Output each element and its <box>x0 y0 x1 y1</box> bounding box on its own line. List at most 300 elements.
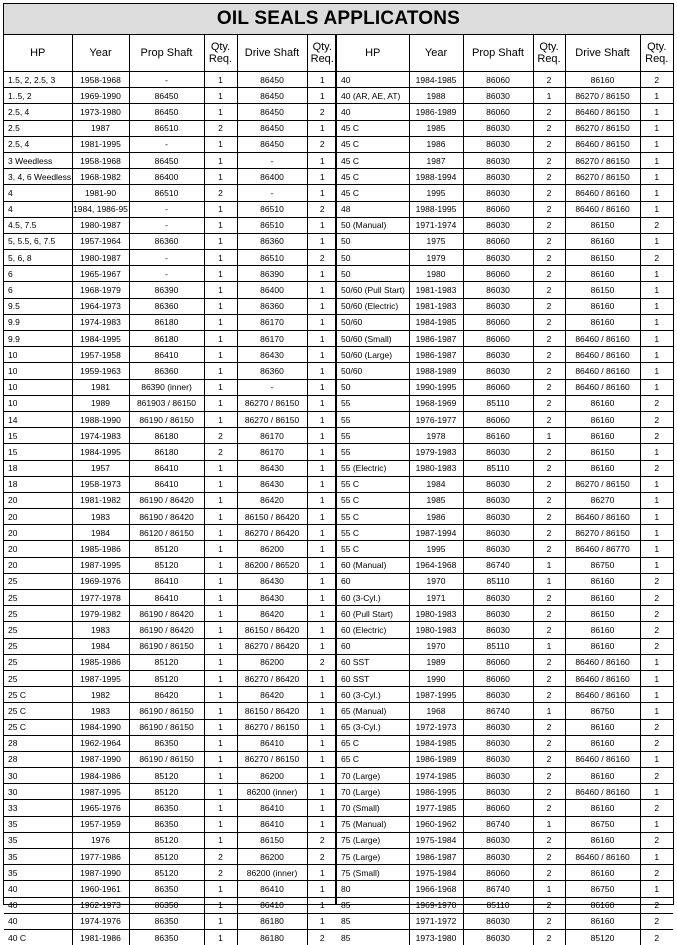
page-title: OIL SEALS APPLICATONS <box>4 4 673 35</box>
cell-qty-req: 2 <box>640 913 673 929</box>
cell-prop-shaft: 86410 <box>129 347 204 363</box>
cell-qty-req: 1 <box>204 703 237 719</box>
cell-qty-req: 1 <box>640 363 673 379</box>
table-row <box>4 832 337 848</box>
cell-drive-shaft: 86160 <box>565 395 640 411</box>
cell-hp: 9.9 <box>4 331 72 347</box>
table-row <box>4 557 337 573</box>
cell-hp: 50 <box>337 250 409 266</box>
cell-qty-req: 1 <box>307 735 337 751</box>
header-hp: HP <box>337 35 409 72</box>
cell-drive-shaft: 86410 <box>237 816 307 832</box>
table-row <box>4 217 337 233</box>
cell-year: 1981-1986 <box>72 929 129 945</box>
cell-qty-req: 2 <box>533 768 565 784</box>
cell-prop-shaft: 86060 <box>463 331 533 347</box>
cell-drive-shaft: 86270 / 86150 <box>237 751 307 767</box>
cell-qty-req: 1 <box>307 541 337 557</box>
cell-qty-req: 2 <box>533 217 565 233</box>
cell-hp: 40 <box>4 881 72 897</box>
cell-qty-req: 1 <box>204 476 237 492</box>
cell-qty-req: 1 <box>204 492 237 508</box>
cell-qty-req: 2 <box>533 298 565 314</box>
cell-qty-req: 2 <box>533 411 565 427</box>
cell-prop-shaft: 86190 / 86150 <box>129 638 204 654</box>
cell-drive-shaft: 86180 <box>237 929 307 945</box>
cell-qty-req: 1 <box>204 557 237 573</box>
cell-year: 1980-1983 <box>409 606 463 622</box>
cell-drive-shaft: 86430 <box>237 347 307 363</box>
header-hp: HP <box>4 35 72 72</box>
cell-prop-shaft: 85120 <box>129 768 204 784</box>
cell-hp: 55 C <box>337 492 409 508</box>
table-row <box>337 136 673 152</box>
cell-prop-shaft: 86740 <box>463 557 533 573</box>
cell-prop-shaft: 861903 / 86150 <box>129 395 204 411</box>
cell-prop-shaft: 85120 <box>129 865 204 881</box>
cell-qty-req: 1 <box>204 784 237 800</box>
table-row <box>337 428 673 444</box>
cell-year: 1983 <box>72 703 129 719</box>
cell-year: 1968 <box>409 703 463 719</box>
cell-drive-shaft: 85120 <box>565 929 640 945</box>
cell-qty-req: 2 <box>533 849 565 865</box>
cell-hp: 25 C <box>4 719 72 735</box>
cell-hp: 15 <box>4 428 72 444</box>
table-row <box>337 282 673 298</box>
cell-year: 1968-1979 <box>72 282 129 298</box>
cell-hp: 10 <box>4 363 72 379</box>
header-qty-req: Qty. Req. <box>307 35 337 72</box>
cell-qty-req: 1 <box>533 816 565 832</box>
cell-year: 1983 <box>72 509 129 525</box>
cell-drive-shaft: 86460 / 86770 <box>565 541 640 557</box>
cell-qty-req: 2 <box>533 913 565 929</box>
cell-qty-req: 1 <box>204 395 237 411</box>
cell-drive-shaft: 86150 <box>565 606 640 622</box>
cell-qty-req: 1 <box>204 719 237 735</box>
cell-prop-shaft: 86030 <box>463 444 533 460</box>
cell-qty-req: 2 <box>533 670 565 686</box>
cell-drive-shaft: 86510 <box>237 250 307 266</box>
cell-qty-req: 1 <box>640 703 673 719</box>
cell-drive-shaft: 86430 <box>237 460 307 476</box>
cell-qty-req: 2 <box>533 897 565 913</box>
cell-qty-req: 1 <box>204 881 237 897</box>
cell-drive-shaft: 86750 <box>565 557 640 573</box>
cell-year: 1959-1963 <box>72 363 129 379</box>
table-row <box>4 72 337 88</box>
cell-qty-req: 2 <box>307 832 337 848</box>
cell-year: 1980-1987 <box>72 217 129 233</box>
cell-qty-req: 1 <box>640 379 673 395</box>
cell-qty-req: 2 <box>307 136 337 152</box>
cell-drive-shaft: 86360 <box>237 298 307 314</box>
cell-qty-req: 1 <box>640 509 673 525</box>
cell-prop-shaft: 85120 <box>129 557 204 573</box>
cell-hp: 50/60 <box>337 314 409 330</box>
cell-hp: 50 <box>337 379 409 395</box>
cell-drive-shaft: 86270 / 86150 <box>565 476 640 492</box>
table-row <box>4 768 337 784</box>
table-row <box>4 363 337 379</box>
cell-year: 1987-1995 <box>72 557 129 573</box>
cell-year: 1986 <box>409 509 463 525</box>
cell-prop-shaft: 85120 <box>129 654 204 670</box>
cell-qty-req: 1 <box>204 201 237 217</box>
cell-prop-shaft: - <box>129 250 204 266</box>
cell-hp: 60 <box>337 638 409 654</box>
cell-qty-req: 1 <box>640 185 673 201</box>
table-row <box>4 428 337 444</box>
cell-qty-req: 1 <box>640 233 673 249</box>
cell-hp: 55 C <box>337 509 409 525</box>
cell-qty-req: 1 <box>204 768 237 784</box>
cell-drive-shaft: 86450 <box>237 120 307 136</box>
cell-prop-shaft: 86060 <box>463 379 533 395</box>
cell-drive-shaft: 86270 <box>565 492 640 508</box>
cell-year: 1970 <box>409 638 463 654</box>
cell-qty-req: 2 <box>533 347 565 363</box>
table-row <box>337 152 673 168</box>
cell-qty-req: 1 <box>204 169 237 185</box>
cell-hp: 6 <box>4 282 72 298</box>
cell-qty-req: 1 <box>204 363 237 379</box>
table-row <box>337 217 673 233</box>
cell-qty-req: 1 <box>307 428 337 444</box>
cell-prop-shaft: 86450 <box>129 88 204 104</box>
cell-drive-shaft: - <box>237 185 307 201</box>
cell-year: 1971 <box>409 590 463 606</box>
cell-drive-shaft: 86460 / 86160 <box>565 784 640 800</box>
cell-hp: 30 <box>4 768 72 784</box>
cell-drive-shaft: 86160 <box>565 590 640 606</box>
cell-hp: 25 <box>4 638 72 654</box>
cell-hp: 70 (Large) <box>337 768 409 784</box>
cell-drive-shaft: 86460 / 86160 <box>565 201 640 217</box>
cell-year: 1988 <box>409 88 463 104</box>
cell-qty-req: 1 <box>640 687 673 703</box>
cell-qty-req: 1 <box>640 120 673 136</box>
cell-prop-shaft: 85110 <box>463 573 533 589</box>
cell-prop-shaft: - <box>129 72 204 88</box>
cell-qty-req: 1 <box>640 104 673 120</box>
cell-prop-shaft: 86030 <box>463 913 533 929</box>
cell-drive-shaft: 86160 <box>565 266 640 282</box>
cell-year: 1980-1983 <box>409 460 463 476</box>
cell-prop-shaft: 86030 <box>463 751 533 767</box>
cell-hp: 55 C <box>337 476 409 492</box>
cell-prop-shaft: 85110 <box>463 897 533 913</box>
cell-hp: 1..5, 2 <box>4 88 72 104</box>
cell-qty-req: 2 <box>640 865 673 881</box>
cell-qty-req: 1 <box>307 573 337 589</box>
cell-year: 1984-1995 <box>72 444 129 460</box>
cell-year: 1979-1983 <box>409 444 463 460</box>
cell-hp: 35 <box>4 849 72 865</box>
table-row <box>337 233 673 249</box>
cell-hp: 80 <box>337 881 409 897</box>
cell-hp: 45 C <box>337 169 409 185</box>
cell-drive-shaft: - <box>237 379 307 395</box>
cell-year: 1968-1969 <box>409 395 463 411</box>
cell-prop-shaft: 86190 / 86420 <box>129 509 204 525</box>
cell-qty-req: 2 <box>307 929 337 945</box>
cell-drive-shaft: 86160 <box>565 897 640 913</box>
table-row <box>4 541 337 557</box>
cell-qty-req: 1 <box>307 217 337 233</box>
cell-prop-shaft: 85120 <box>129 849 204 865</box>
table-row <box>4 703 337 719</box>
cell-year: 1971-1974 <box>409 217 463 233</box>
cell-year: 1977-1985 <box>409 800 463 816</box>
table-row <box>337 541 673 557</box>
cell-qty-req: 2 <box>533 606 565 622</box>
cell-hp: 55 <box>337 395 409 411</box>
table-row <box>337 913 673 929</box>
table-row <box>4 250 337 266</box>
cell-prop-shaft: 86350 <box>129 897 204 913</box>
cell-hp: 40 <box>4 897 72 913</box>
table-row <box>4 751 337 767</box>
cell-drive-shaft: 86420 <box>237 492 307 508</box>
cell-year: 1968-1982 <box>72 169 129 185</box>
cell-qty-req: 1 <box>204 104 237 120</box>
table-row <box>4 88 337 104</box>
table-row <box>4 509 337 525</box>
cell-qty-req: 1 <box>533 557 565 573</box>
cell-year: 1984, 1986-95 <box>72 201 129 217</box>
cell-prop-shaft: 86390 <box>129 282 204 298</box>
cell-prop-shaft: 86360 <box>129 233 204 249</box>
cell-qty-req: 2 <box>533 363 565 379</box>
cell-year: 1984 <box>72 525 129 541</box>
table-row <box>4 622 337 638</box>
cell-hp: 35 <box>4 816 72 832</box>
cell-year: 1973-1980 <box>409 929 463 945</box>
cell-year: 1986-1989 <box>409 104 463 120</box>
cell-year: 1985 <box>409 492 463 508</box>
cell-year: 1995 <box>409 541 463 557</box>
cell-hp: 20 <box>4 492 72 508</box>
table-row <box>337 314 673 330</box>
table-row <box>337 120 673 136</box>
cell-year: 1958-1973 <box>72 476 129 492</box>
cell-hp: 35 <box>4 865 72 881</box>
cell-year: 1985-1986 <box>72 541 129 557</box>
cell-qty-req: 2 <box>640 735 673 751</box>
cell-year: 1988-1990 <box>72 411 129 427</box>
cell-prop-shaft: 86030 <box>463 687 533 703</box>
cell-qty-req: 2 <box>533 136 565 152</box>
cell-qty-req: 2 <box>307 849 337 865</box>
cell-hp: 60 (Pull Start) <box>337 606 409 622</box>
cell-drive-shaft: 86410 <box>237 897 307 913</box>
cell-drive-shaft: 86400 <box>237 169 307 185</box>
cell-drive-shaft: 86160 <box>565 865 640 881</box>
cell-prop-shaft: 86350 <box>129 800 204 816</box>
table-row <box>4 784 337 800</box>
cell-qty-req: 1 <box>640 347 673 363</box>
header-year: Year <box>72 35 129 72</box>
cell-prop-shaft: 86030 <box>463 476 533 492</box>
cell-hp: 60 (Electric) <box>337 622 409 638</box>
cell-year: 1987-1990 <box>72 865 129 881</box>
cell-qty-req: 1 <box>204 282 237 298</box>
cell-year: 1966-1968 <box>409 881 463 897</box>
cell-prop-shaft: 86060 <box>463 72 533 88</box>
cell-qty-req: 1 <box>307 379 337 395</box>
cell-drive-shaft: 86410 <box>237 735 307 751</box>
cell-qty-req: 2 <box>533 444 565 460</box>
cell-qty-req: 2 <box>533 120 565 136</box>
cell-drive-shaft: 86160 <box>565 411 640 427</box>
cell-qty-req: 1 <box>204 347 237 363</box>
cell-qty-req: 2 <box>640 832 673 848</box>
cell-qty-req: 1 <box>204 590 237 606</box>
cell-hp: 55 C <box>337 525 409 541</box>
cell-qty-req: 1 <box>307 152 337 168</box>
cell-qty-req: 2 <box>533 541 565 557</box>
table-row <box>4 897 337 913</box>
cell-hp: 75 (Small) <box>337 865 409 881</box>
cell-year: 1985-1986 <box>72 654 129 670</box>
cell-year: 1980-1987 <box>72 250 129 266</box>
cell-hp: 50/60 <box>337 363 409 379</box>
cell-year: 1958-1968 <box>72 152 129 168</box>
cell-drive-shaft: 86420 <box>237 606 307 622</box>
cell-qty-req: 2 <box>533 152 565 168</box>
cell-hp: 55 <box>337 411 409 427</box>
cell-hp: 2.5, 4 <box>4 136 72 152</box>
cell-prop-shaft: 86350 <box>129 929 204 945</box>
cell-qty-req: 1 <box>204 929 237 945</box>
cell-year: 1986-1989 <box>409 751 463 767</box>
table-row <box>337 590 673 606</box>
cell-qty-req: 2 <box>307 104 337 120</box>
cell-prop-shaft: 86060 <box>463 800 533 816</box>
cell-prop-shaft: 86030 <box>463 152 533 168</box>
cell-drive-shaft: 86450 <box>237 72 307 88</box>
cell-qty-req: 1 <box>533 703 565 719</box>
cell-hp: 55 (Electric) <box>337 460 409 476</box>
cell-hp: 75 (Large) <box>337 849 409 865</box>
cell-drive-shaft: 86160 <box>565 233 640 249</box>
cell-qty-req: 1 <box>204 250 237 266</box>
cell-qty-req: 2 <box>640 606 673 622</box>
table-row <box>337 768 673 784</box>
cell-qty-req: 2 <box>533 201 565 217</box>
cell-qty-req: 1 <box>307 363 337 379</box>
table-row <box>4 573 337 589</box>
cell-qty-req: 1 <box>204 460 237 476</box>
table-row <box>4 881 337 897</box>
cell-drive-shaft: 86400 <box>237 282 307 298</box>
cell-drive-shaft: 86460 / 86160 <box>565 379 640 395</box>
cell-year: 1977-1978 <box>72 590 129 606</box>
table-row <box>337 897 673 913</box>
cell-qty-req: 2 <box>640 217 673 233</box>
table-row <box>4 476 337 492</box>
table-row <box>4 525 337 541</box>
cell-prop-shaft: 86410 <box>129 460 204 476</box>
cell-qty-req: 2 <box>204 120 237 136</box>
table-row <box>4 347 337 363</box>
cell-qty-req: 1 <box>533 88 565 104</box>
cell-prop-shaft: 86190 / 86150 <box>129 751 204 767</box>
cell-prop-shaft: 86350 <box>129 881 204 897</box>
table-row <box>4 865 337 881</box>
table-row <box>4 185 337 201</box>
cell-qty-req: 2 <box>640 638 673 654</box>
cell-prop-shaft: 86190 / 86150 <box>129 719 204 735</box>
table-row <box>337 687 673 703</box>
cell-hp: 60 (Manual) <box>337 557 409 573</box>
table-row <box>337 72 673 88</box>
cell-drive-shaft: 86160 <box>565 428 640 444</box>
cell-prop-shaft: 86060 <box>463 104 533 120</box>
table-row <box>337 476 673 492</box>
table-row <box>337 622 673 638</box>
cell-qty-req: 1 <box>640 541 673 557</box>
cell-qty-req: 1 <box>204 379 237 395</box>
table-row <box>337 88 673 104</box>
cell-qty-req: 2 <box>533 800 565 816</box>
cell-hp: 10 <box>4 347 72 363</box>
cell-year: 1987-1995 <box>409 687 463 703</box>
cell-prop-shaft: 86060 <box>463 201 533 217</box>
cell-year: 1981-1995 <box>72 136 129 152</box>
cell-qty-req: 1 <box>307 525 337 541</box>
cell-year: 1957-1959 <box>72 816 129 832</box>
left-table-body <box>4 72 337 945</box>
cell-prop-shaft: 86740 <box>463 816 533 832</box>
cell-qty-req: 1 <box>640 201 673 217</box>
cell-drive-shaft: 86200 (inner) <box>237 865 307 881</box>
table-row <box>4 314 337 330</box>
cell-year: 1990-1995 <box>409 379 463 395</box>
table-row <box>337 525 673 541</box>
cell-hp: 85 <box>337 913 409 929</box>
cell-year: 1977-1986 <box>72 849 129 865</box>
cell-qty-req: 1 <box>533 881 565 897</box>
table-row <box>4 104 337 120</box>
cell-hp: 20 <box>4 509 72 525</box>
cell-qty-req: 1 <box>307 331 337 347</box>
cell-year: 1976-1977 <box>409 411 463 427</box>
right-table-panel <box>337 35 673 904</box>
cell-qty-req: 2 <box>204 428 237 444</box>
tables-container <box>4 35 673 904</box>
cell-qty-req: 1 <box>307 897 337 913</box>
cell-qty-req: 1 <box>640 282 673 298</box>
cell-qty-req: 1 <box>307 185 337 201</box>
cell-qty-req: 1 <box>307 120 337 136</box>
table-row <box>337 185 673 201</box>
table-row <box>337 395 673 411</box>
table-row <box>337 654 673 670</box>
cell-qty-req: 2 <box>533 509 565 525</box>
table-row <box>4 492 337 508</box>
cell-drive-shaft: 86510 <box>237 217 307 233</box>
cell-qty-req: 1 <box>307 509 337 525</box>
cell-hp: 60 SST <box>337 654 409 670</box>
cell-qty-req: 1 <box>204 509 237 525</box>
cell-qty-req: 1 <box>204 136 237 152</box>
cell-qty-req: 2 <box>533 492 565 508</box>
cell-hp: 70 (Small) <box>337 800 409 816</box>
cell-qty-req: 1 <box>640 816 673 832</box>
